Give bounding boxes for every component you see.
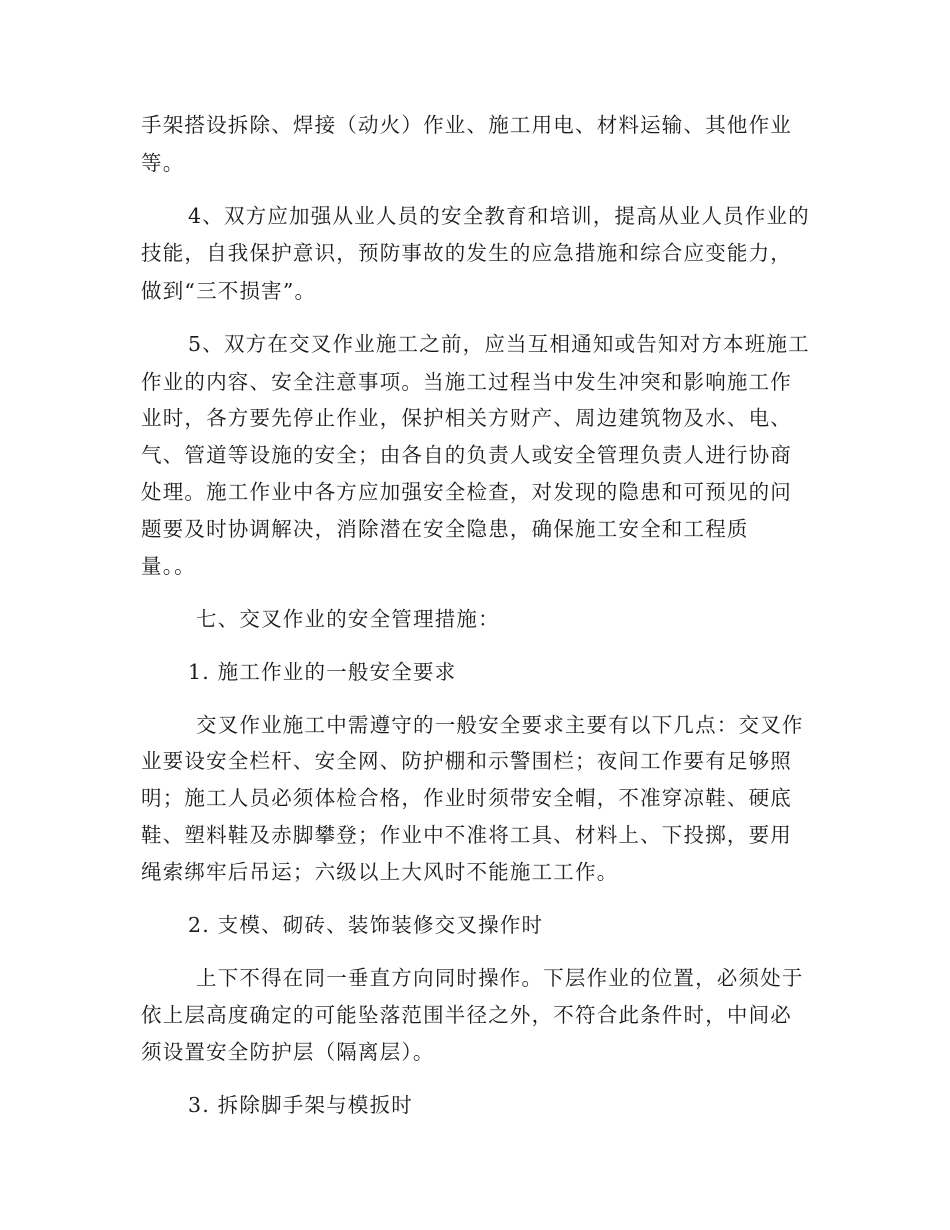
text-line: 上下不得在同一垂直方向同时操作。下层作业的位置，必须处于 <box>196 966 804 990</box>
text-line: 题要及时协调解决，消除潜在安全隐患，确保施工安全和工程质 <box>141 517 749 541</box>
text-line: 绳索绑牢后吊运；六级以上大风时不能施工工作。 <box>141 860 619 884</box>
text-line: 作业的内容、安全注意事项。当施工过程当中发生冲突和影响施工作 <box>141 370 792 394</box>
text-line: 业时，各方要先停止作业，保护相关方财产、周边建筑物及水、电、 <box>141 406 792 430</box>
text-line: 手架搭设拆除、焊接（动火）作业、施工用电、材料运输、其他作业 <box>141 113 792 137</box>
section-heading: 七、交叉作业的安全管理措施： <box>196 607 500 631</box>
text-line: 量。。 <box>141 554 196 578</box>
text-line: 做到“三不损害”。 <box>141 279 317 303</box>
text-line: 交叉作业施工中需遵守的一般安全要求主要有以下几点：交叉作 <box>196 713 804 737</box>
text-line: 鞋、塑料鞋及赤脚攀登；作业中不准将工具、材料上、下投掷，要用 <box>141 823 792 847</box>
text-line: 4、双方应加强从业人员的安全教育和培训，提高从业人员作业的 <box>188 204 810 228</box>
text-line: 须设置安全防护层（隔离层）。 <box>141 1040 435 1064</box>
text-line: 5、双方在交叉作业施工之前，应当互相通知或告知对方本班施工 <box>188 332 810 356</box>
text-line: 技能，自我保护意识，预防事故的发生的应急措施和综合应变能力， <box>141 241 792 265</box>
text-line: 明；施工人员必须体检合格，作业时须带安全帽，不准穿凉鞋、硬底 <box>141 786 792 810</box>
text-line: 处理。施工作业中各方应加强安全检查，对发现的隐患和可预见的问 <box>141 480 792 504</box>
text-line: 气、管道等设施的安全；由各自的负责人或安全管理负责人进行协商 <box>141 443 792 467</box>
subsection-heading: 1. 施工作业的一般安全要求 <box>188 660 457 684</box>
subsection-heading: 3. 拆除脚手架与模扳时 <box>188 1093 413 1117</box>
text-line: 等。 <box>141 151 185 175</box>
text-line: 业要设安全栏杆、安全网、防护棚和示警围栏；夜间工作要有足够照 <box>141 749 792 773</box>
text-line: 依上层高度确定的可能坠落范围半径之外，不符合此条件时，中间必 <box>141 1003 792 1027</box>
subsection-heading: 2. 支模、砌砖、装饰装修交叉操作时 <box>188 913 544 937</box>
